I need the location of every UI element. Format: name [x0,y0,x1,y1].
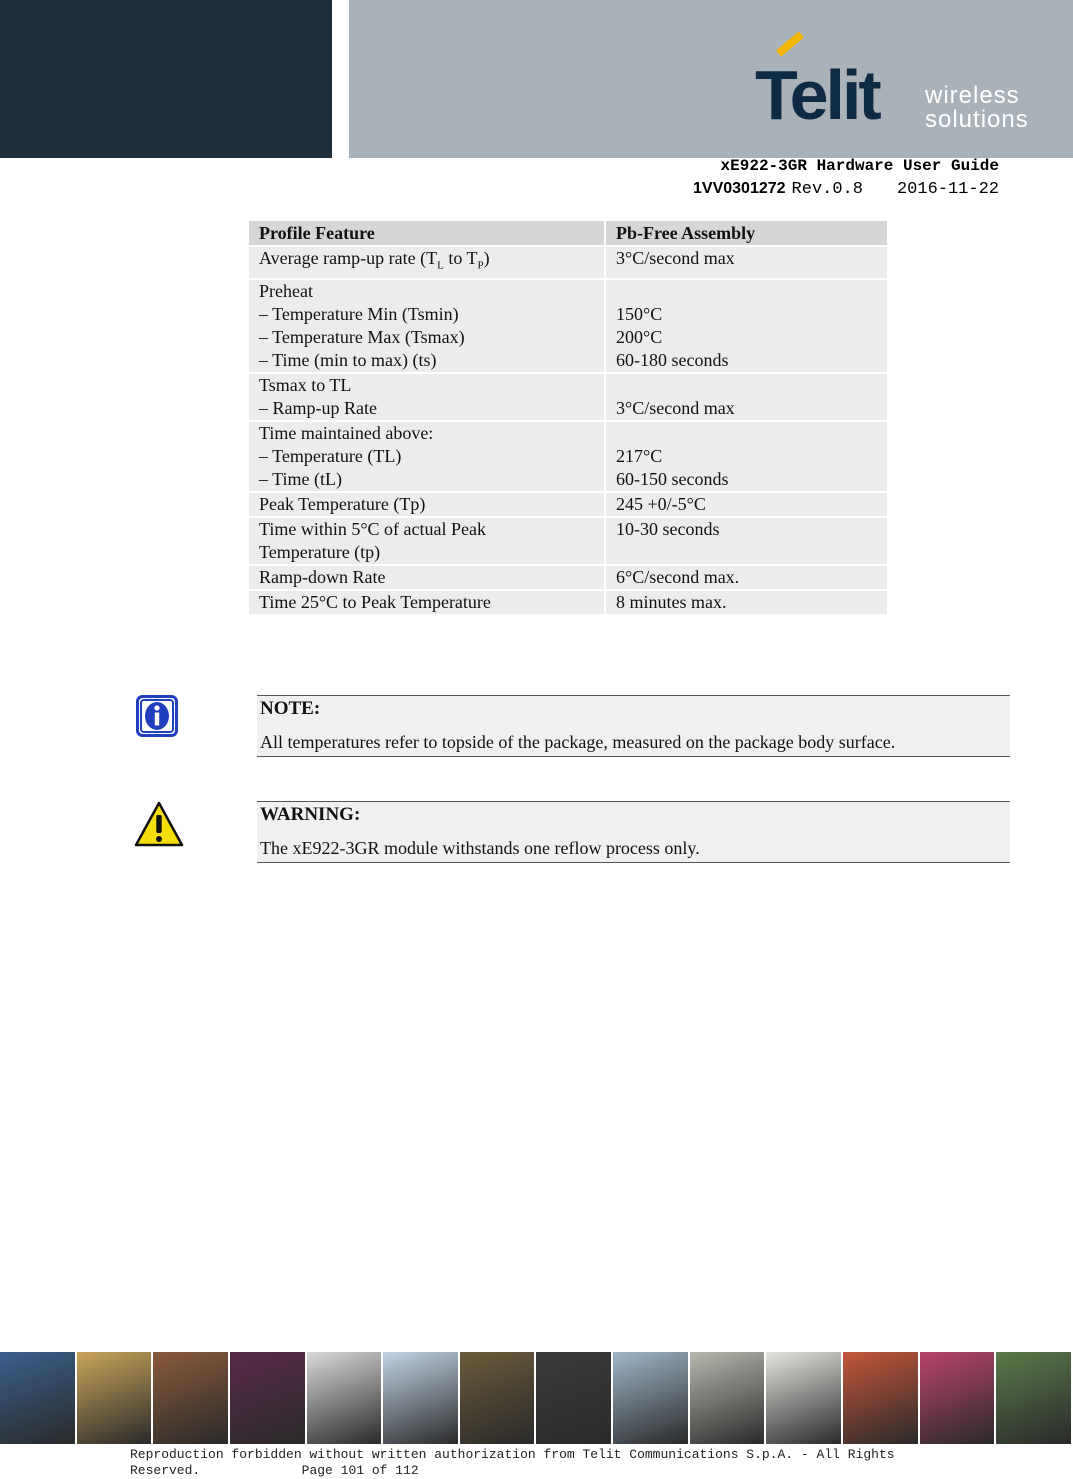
table-header-cell: Profile Feature [249,221,606,247]
table-row [249,280,887,374]
footer-photo-tile [690,1352,765,1444]
value-cell-line: 217°C [616,445,663,466]
value-cell [606,247,887,280]
feature-cell [249,566,606,591]
feature-cell [249,591,606,616]
feature-cell-line: – Ramp-up Rate [259,397,377,418]
note-callout [257,695,1010,757]
feature-cell [249,493,606,518]
value-cell-line: 8 minutes max. [616,591,727,612]
warning-icon [134,801,184,847]
feature-cell [249,518,606,566]
footer-photo-tile [766,1352,841,1444]
table-row [249,518,887,566]
document-date: 2016-11-22 [896,180,999,199]
feature-cell [249,247,606,280]
info-icon [136,695,178,737]
value-cell-line: 10-30 seconds [616,518,720,539]
feature-cell-line: – Temperature Min (Tsmin) [259,303,459,324]
feature-cell-line: – Temperature Max (Tsmax) [259,326,465,347]
feature-cell-line: Time 25°C to Peak Temperature [259,591,491,612]
table-header-row [249,221,887,247]
feature-cell-line: – Time (tL) [259,468,343,489]
feature-cell-line: Preheat [259,280,313,301]
feature-cell-line: Ramp-down Rate [259,566,386,587]
value-cell-line: 3°C/second max [616,397,735,418]
feature-cell-line: Temperature (tp) [259,541,381,562]
value-cell-line: 3°C/second max [616,248,735,268]
feature-cell-line: Peak Temperature (Tp) [259,493,426,514]
footer-copyright-line1: Reproduction forbidden without written authorization from Telit Communications S.p.A. - All Rights [130,1447,895,1462]
feature-cell [249,422,606,493]
value-cell-line: 245 +0/-5°C [616,493,706,514]
footer-photo-tile [920,1352,995,1444]
value-cell [606,493,887,518]
warning-text: The xE922-3GR module withstands one reflow process only. [260,838,700,858]
value-cell [606,591,887,616]
footer-photo-tile [843,1352,918,1444]
logo-wordmark: Telit [755,56,879,134]
table-row [249,591,887,616]
footer-copyright-line2: Reserved. [130,1463,201,1478]
logo-tagline [925,84,1029,132]
table-row [249,493,887,518]
note-text: All temperatures refer to topside of the package, measured on the package body surface. [260,732,896,752]
feature-cell-line: Time maintained above: [259,422,434,443]
value-cell-line [616,374,877,397]
document-meta [693,178,999,199]
footer-photo-strip [0,1352,1073,1444]
value-cell-line: 200°C [616,326,663,347]
document-code: 1VV0301272 [693,180,786,197]
document-revision: Rev.0.8 [791,180,863,199]
footer-photo-tile [307,1352,382,1444]
feature-cell-line: Average ramp-up rate ($T_L$ to $T_P$) [259,248,490,272]
value-cell-line: 60-150 seconds [616,468,729,489]
footer-photo-tile [0,1352,75,1444]
feature-cell-line: – Time (min to max) (ts) [259,349,437,370]
header-banner-dark [0,0,332,158]
table-row [249,374,887,422]
note-title: NOTE: [260,698,321,719]
table-header-cell: Pb-Free Assembly [606,221,887,247]
footer-photo-tile [153,1352,228,1444]
value-cell [606,518,887,566]
footer-photo-tile [460,1352,535,1444]
feature-cell-line: Tsmax to TL [259,374,352,395]
footer-text [130,1447,895,1479]
value-cell [606,280,887,374]
telit-logo [755,42,1055,142]
table-row [249,566,887,591]
warning-title: WARNING: [260,804,361,825]
logo-tagline-line2: solutions [925,106,1029,133]
page-number: Page 101 of 112 [301,1463,419,1478]
feature-cell-line: Time within 5°C of actual Peak [259,518,487,539]
footer-photo-tile [613,1352,688,1444]
footer-photo-tile [230,1352,305,1444]
feature-cell [249,280,606,374]
table-row [249,422,887,493]
feature-cell-line: – Temperature (TL) [259,445,402,466]
footer-photo-tile [383,1352,458,1444]
warning-callout [257,801,1010,863]
reflow-profile-table [249,221,887,616]
feature-cell [249,374,606,422]
value-cell-line [616,280,877,303]
value-cell-line: 6°C/second max. [616,566,740,587]
table-body [249,247,887,616]
footer-photo-tile [77,1352,152,1444]
value-cell [606,422,887,493]
value-cell-line: 150°C [616,303,663,324]
footer-photo-tile [996,1352,1071,1444]
footer-photo-tile [536,1352,611,1444]
logo-tagline-line1: wireless [925,82,1020,109]
value-cell-line [616,422,877,445]
value-cell-line: 60-180 seconds [616,349,729,370]
table-row [249,247,887,280]
value-cell [606,374,887,422]
document-title: xE922-3GR Hardware User Guide [720,157,999,175]
value-cell [606,566,887,591]
